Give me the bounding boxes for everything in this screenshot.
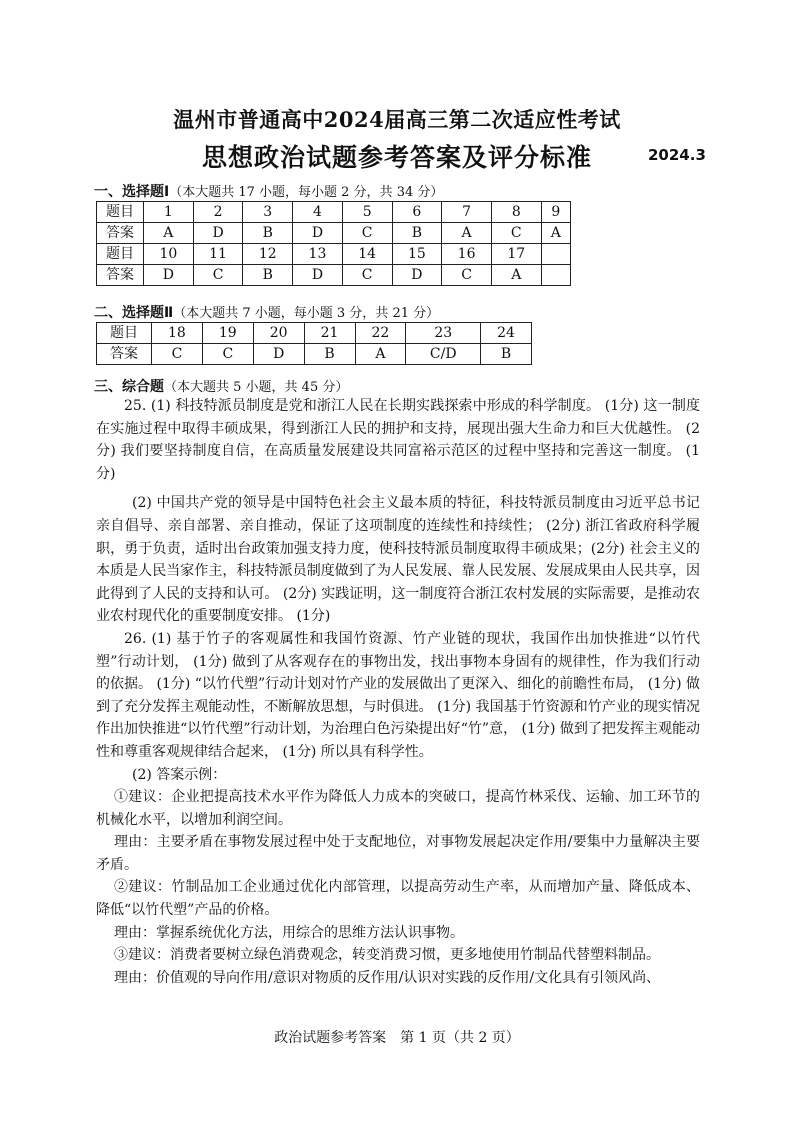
table-cell: 11 <box>193 244 243 265</box>
section3-heading <box>94 376 348 396</box>
table-cell: A <box>491 265 541 286</box>
page-footer: 政治试题参考答案 第 1 页（共 2 页） <box>274 1030 520 1046</box>
table-cell: C <box>152 344 203 365</box>
table-cell: C <box>491 223 541 244</box>
table-row <box>97 244 571 265</box>
paragraph-suggestion-3: ③建议：消费者要树立绿色消费观念，转变消费习惯，更多地使用竹制品代替塑料制品。 <box>114 947 660 964</box>
section1-heading <box>94 181 443 201</box>
table-cell: 16 <box>442 244 492 265</box>
table-cell: B <box>304 344 355 365</box>
section3-title: 三、综合题 <box>94 379 164 395</box>
section2-title: 二、选择题Ⅱ <box>94 305 174 321</box>
table-cell: 1 <box>144 202 194 223</box>
paragraph-suggestion-1: ①建议：企业把提高技术水平作为降低人力成本的突破口，提高竹林采伐、运输、加工环节的机械化水平，以增加利润空间。 <box>96 789 700 828</box>
table-cell <box>541 265 570 286</box>
section2-note: （本大题共 7 小题，每小题 3 分，共 21 分） <box>173 306 440 321</box>
paragraph-q26-1: 26. (1) 基于竹子的客观属性和我国竹资源、竹产业链的现状，我国作出加快推进“以竹代塑”行动计划， (1分) 做到了从客观存在的事物出发，找出事物本身固有的规律性，作为我们行动的依据。 (1分) “以竹代塑”行动计划对竹产业的发展做出了更深入、细化的前瞻性布局， (1分) 做到了充分发挥主观能动性，不断解放思想，与时俱进。 (1分) 我国基于竹资源和竹产业的现实情况作出加快推进“以竹代塑”行动计划，为治理白色污染提出好“竹”意， (1分) 做到了把发挥主观能动性和尊重客观规律结合起来， (1分) 所以具有科学性。 <box>96 630 700 760</box>
row-label: 答案 <box>97 265 144 286</box>
table-cell: B <box>243 265 293 286</box>
table-cell: D <box>392 265 442 286</box>
table-cell: C <box>442 265 492 286</box>
exam-date: 2024.3 <box>648 146 706 164</box>
table-cell: D <box>253 344 304 365</box>
table-cell <box>541 244 570 265</box>
table-cell: 17 <box>491 244 541 265</box>
paragraph-q25-2: (2) 中国共产党的领导是中国特色社会主义最本质的特征，科技特派员制度由习近平总书记亲自倡导、亲自部署、亲自推动，保证了这项制度的连续性和持续性； (2分) 浙江省政府科学履职，勇于负责，适时出台政策加强支持力度，使科技特派员制度取得丰硕成果；(2分) 社会主义的本质是人民当家作主，科技特派员制度做到了为人民发展、靠人民发展、发展成果由人民共享，因此得到了人民的支持和认可。 (2分) 实践证明，这一制度符合浙江农村发展的实际需要，是推动农业农村现代化的重要制度安排。 (1分) <box>96 495 700 625</box>
table-row <box>97 323 532 344</box>
table-row <box>97 202 571 223</box>
document-title-text: 思想政治试题参考答案及评分标准 <box>201 143 592 172</box>
table-cell: 9 <box>541 202 570 223</box>
table-cell: A <box>541 223 570 244</box>
table-cell: 5 <box>342 202 392 223</box>
table-cell: 2 <box>193 202 243 223</box>
table-cell: B <box>392 223 442 244</box>
table-cell: 10 <box>144 244 194 265</box>
row-label: 题目 <box>97 323 152 344</box>
table-cell: B <box>481 344 532 365</box>
table-row <box>97 344 532 365</box>
table-cell: 22 <box>355 323 406 344</box>
exam-title: 温州市普通高中2024届高三第二次适应性考试 <box>173 107 621 132</box>
paragraph-reason-2: 理由：掌握系统优化方法，用综合的思维方法认识事物。 <box>114 924 464 941</box>
paragraph-suggestion-2: ②建议：竹制品加工企业通过优化内部管理，以提高劳动生产率，从而增加产量、降低成本、降低“以竹代塑”产品的价格。 <box>96 879 700 919</box>
table-cell: 14 <box>342 244 392 265</box>
table-cell: 24 <box>481 323 532 344</box>
paragraph-q25-1: 25. (1) 科技特派员制度是党和浙江人民在长期实践探索中形成的科学制度。 (1分) 这一制度在实施过程中取得丰硕成果，得到浙江人民的拥护和支持，展现出强大生命力和巨大优越性。 (2分) 我们要坚持制度自信，在高质量发展建设共同富裕示范区的过程中坚持和完善这一制度。 (1分) <box>96 398 700 482</box>
table-cell: 15 <box>392 244 442 265</box>
table-cell: 6 <box>392 202 442 223</box>
paragraph-reason-1: 理由：主要矛盾在事物发展过程中处于支配地位，对事物发展起决定作用/要集中力量解决主要矛盾。 <box>96 834 700 873</box>
table-cell: B <box>243 223 293 244</box>
table-cell: 7 <box>442 202 492 223</box>
table-cell: D <box>293 265 343 286</box>
table-cell: 21 <box>304 323 355 344</box>
table-cell: 23 <box>406 323 481 344</box>
table-cell: 20 <box>253 323 304 344</box>
table-cell: 3 <box>243 202 293 223</box>
table-cell: D <box>193 223 243 244</box>
row-label: 答案 <box>97 223 144 244</box>
table-row <box>97 265 571 286</box>
section1-note: （本大题共 17 小题，每小题 2 分，共 34 分） <box>169 185 444 200</box>
row-label: 题目 <box>97 202 144 223</box>
table-cell: C <box>342 265 392 286</box>
row-label: 答案 <box>97 344 152 365</box>
table-cell: 13 <box>293 244 343 265</box>
table-cell: 8 <box>491 202 541 223</box>
table-cell: A <box>144 223 194 244</box>
paragraph-q26-2-intro: (2) 答案示例： <box>132 766 227 783</box>
answer-table-2 <box>96 322 532 365</box>
table-cell: C <box>342 223 392 244</box>
table-cell: 19 <box>202 323 253 344</box>
section2-heading <box>94 302 439 322</box>
table-cell: 12 <box>243 244 293 265</box>
table-cell: A <box>355 344 406 365</box>
paragraph-reason-3: 理由：价值观的导向作用/意识对物质的反作用/认识对实践的反作用/文化具有引领风尚、 <box>114 969 661 986</box>
table-cell: 4 <box>293 202 343 223</box>
table-cell: D <box>144 265 194 286</box>
answer-body <box>96 395 700 989</box>
section1-title: 一、选择题Ⅰ <box>94 184 170 200</box>
row-label: 题目 <box>97 244 144 265</box>
table-cell: D <box>293 223 343 244</box>
section3-note: （本大题共 5 小题，共 45 分） <box>164 380 349 395</box>
table-cell: C <box>193 265 243 286</box>
table-cell: C <box>202 344 253 365</box>
answer-table-1 <box>96 201 571 286</box>
table-row <box>97 223 571 244</box>
table-cell: A <box>442 223 492 244</box>
table-cell: C/D <box>406 344 481 365</box>
table-cell: 18 <box>152 323 203 344</box>
